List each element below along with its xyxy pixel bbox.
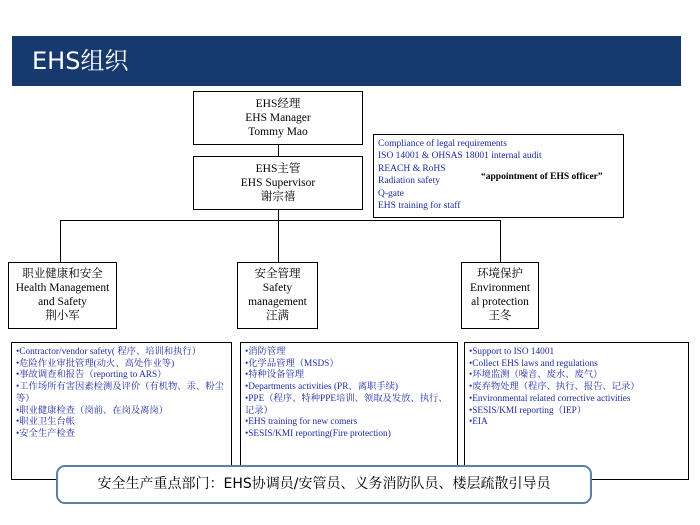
- dept-box-health-safety: [8, 262, 117, 329]
- task-list-health-safety: [11, 342, 232, 480]
- page-title: EHS组织: [32, 47, 129, 75]
- supervisor-box: [193, 156, 363, 210]
- list-item: •Contractor/vendor safety( 程序、培训和执行）: [16, 347, 202, 357]
- dept-title: 职业健康和安全: [22, 268, 103, 280]
- responsibility-item: Radiation safety: [378, 176, 440, 187]
- list-item: •职业健康检查（岗前、在岗及离岗）: [16, 405, 169, 416]
- connector-to-dept-2: [278, 220, 279, 262]
- supervisor-role-en: EHS Supervisor: [240, 177, 316, 189]
- dept-title: 安全管理: [254, 268, 301, 280]
- list-item: •危险作业审批管理(动火、高处作业等): [16, 358, 175, 369]
- list-item: •环境监测（噪音、废水、废气）: [469, 370, 603, 381]
- manager-role: EHS经理: [255, 98, 301, 110]
- list-item: •Collect EHS laws and regulations: [469, 358, 598, 369]
- list-item: •事故调查和报告（reporting to ARS）: [16, 370, 167, 381]
- connector-manager-supervisor: [278, 145, 279, 156]
- officer-appointment-note: “appointment of EHS officer”: [481, 172, 603, 182]
- responsibility-item: Q-gate: [378, 188, 404, 199]
- dept-head-name: 王冬: [488, 310, 512, 322]
- list-item: •特种设备管理: [245, 370, 305, 381]
- dept-box-safety-management: [237, 262, 318, 329]
- responsibility-item: ISO 14001 & OHSAS 18001 internal audit: [378, 151, 542, 162]
- dept-title-en: management: [248, 296, 307, 308]
- connector-horizontal-bar: [60, 220, 501, 221]
- list-item: •EHS training for new comers: [245, 417, 358, 428]
- dept-title-en: Safety: [262, 282, 293, 294]
- list-item: •SESIS/KMI reporting（IEP）: [469, 405, 587, 416]
- dept-title-en: Health Management: [15, 282, 110, 294]
- dept-box-environment: [461, 262, 539, 329]
- dept-title-en: al protection: [471, 296, 529, 308]
- list-item: •化学品管理（MSDS）: [245, 358, 339, 369]
- dept-title: 环境保护: [477, 268, 523, 280]
- list-item: •消防管理: [245, 347, 286, 357]
- connector-to-dept-3: [500, 220, 501, 262]
- responsibility-item: Compliance of legal requirements: [378, 139, 507, 149]
- list-item: •Departments activities (PR、离职手续): [245, 382, 399, 393]
- list-item: •SESIS/KMI reporting(Fire protection): [245, 428, 391, 439]
- dept-title-en: and Safety: [38, 296, 87, 308]
- supervisor-name: 谢宗禧: [260, 191, 296, 203]
- dept-title-en: Environment: [469, 282, 531, 294]
- task-list-safety-management: [240, 342, 458, 480]
- list-item: •PPE（程序、特种PPE培训、领取及发放、执行、记录）: [245, 393, 448, 416]
- list-item: •EIA: [469, 417, 488, 428]
- connector-to-dept-1: [60, 220, 61, 262]
- manager-role-en: EHS Manager: [245, 112, 311, 124]
- title-banner: [12, 36, 681, 86]
- responsibility-item: REACH & RoHS: [378, 163, 446, 174]
- supervisor-role: EHS主管: [255, 163, 301, 175]
- manager-box: [193, 91, 363, 145]
- list-item: •职业卫生台帐: [16, 417, 76, 428]
- list-item: •Support to ISO 14001: [469, 347, 555, 357]
- list-item: •废弃物处理（程序、执行、报告、记录）: [469, 382, 640, 393]
- task-list-environment: [464, 342, 689, 480]
- list-item: •工作场所有害因素检测及评价（有机物、汞、粉尘等）: [16, 382, 224, 404]
- dept-head-name: 汪满: [266, 310, 289, 322]
- responsibility-item: EHS training for staff: [378, 201, 461, 212]
- list-item: •安全生产检查: [16, 428, 76, 439]
- dept-head-name: 荆小军: [45, 310, 80, 322]
- list-item: •Environmental related corrective activities: [469, 393, 631, 404]
- manager-name: Tommy Mao: [248, 126, 308, 138]
- key-departments-callout: 安全生产重点部门：EHS协调员/安管员、义务消防队员、楼层疏散引导员: [56, 465, 592, 504]
